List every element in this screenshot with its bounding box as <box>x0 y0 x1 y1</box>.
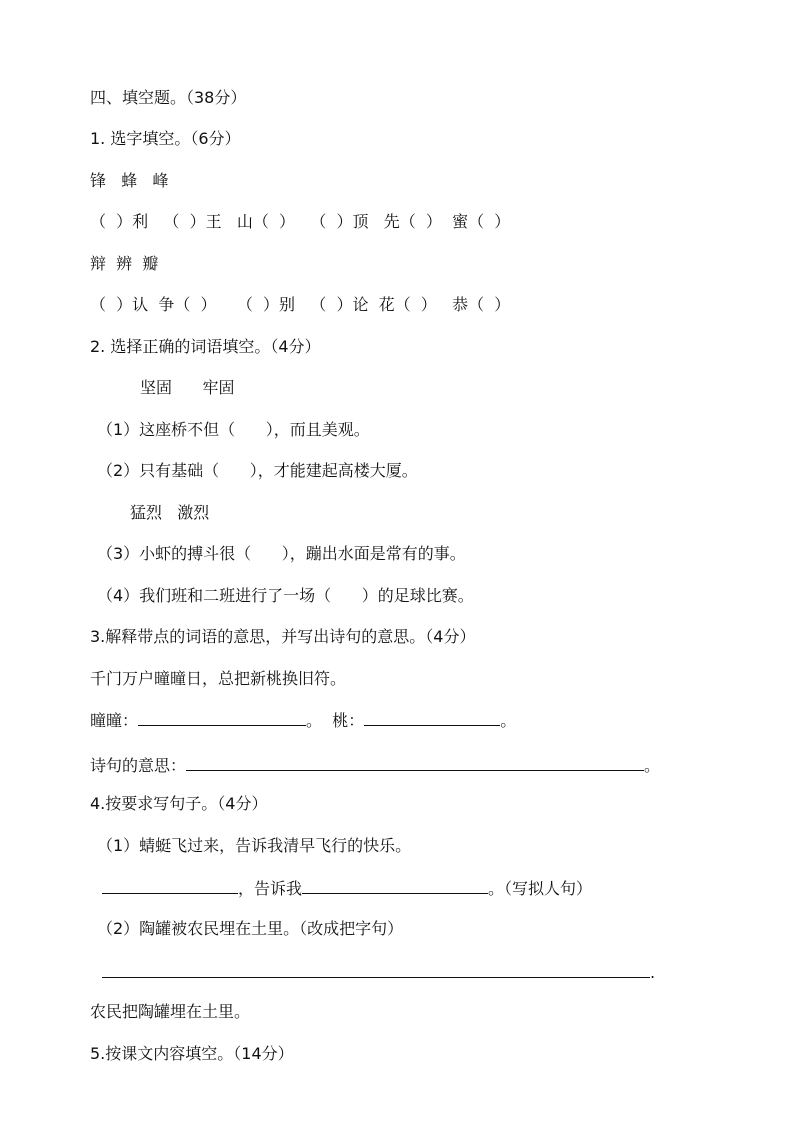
q4-rewrite-line-2 <box>102 961 655 984</box>
q1-group2-blanks: （ ）认 争（ ） （ ）别 （ ）论 花（ ） 恭（ ） <box>90 295 511 314</box>
q2-sentence-1: （1）这座桥不但（ ），而且美观。 <box>97 420 370 439</box>
q1-group1-blanks: （ ）利 （ ）王 山（ ） （ ）顶 先（ ） 蜜（ ） <box>90 212 511 231</box>
q3-period-2: 。 <box>500 711 517 730</box>
q2-sentence-4: （4）我们班和二班进行了一场（ ）的足球比赛。 <box>97 586 474 605</box>
q4-mid-text: ，告诉我 <box>238 879 303 898</box>
q2-word-choice-1: 坚固 牢固 <box>140 378 235 397</box>
q2-word-choice-2: 猛烈 激烈 <box>130 503 210 522</box>
q4-sentence-1: （1）蜻蜓飞过来，告诉我清早飞行的快乐。 <box>97 836 412 855</box>
q1-group1-chars: 锋 蜂 峰 <box>90 171 169 190</box>
q4-rewrite-line-1 <box>102 877 592 900</box>
q4-blank-1b[interactable] <box>302 877 488 894</box>
q2-sentence-3: （3）小虾的搏斗很（ ），蹦出水面是常有的事。 <box>97 544 466 563</box>
q2-sentence-2: （2）只有基础（ ），才能建起高楼大厦。 <box>97 461 418 480</box>
q3-label-tao: 桃： <box>332 711 365 730</box>
q4-answer-text: 农民把陶罐埋在土里。 <box>90 1002 251 1021</box>
q4-end-dot: . <box>650 963 656 982</box>
q3-period-3: 。 <box>644 756 661 775</box>
section-title: 四、填空题。（38分） <box>90 88 247 107</box>
q3-blank-tao[interactable] <box>364 709 500 726</box>
q1-group2-chars: 辩 辨 瓣 <box>90 254 159 273</box>
q3-poem: 千门万户曈曈日，总把新桃换旧符。 <box>90 669 347 688</box>
q4-sentence-2: （2）陶罐被农民埋在土里。（改成把字句） <box>97 919 404 938</box>
q4-blank-1a[interactable] <box>102 877 238 894</box>
q3-label-meaning: 诗句的意思： <box>90 756 187 775</box>
q3-label-tongtong: 曈曈： <box>90 711 139 730</box>
q3-meaning-line <box>90 754 660 777</box>
q3-blank-meaning[interactable] <box>186 754 644 771</box>
q3-title: 3.解释带点的词语的意思，并写出诗句的意思。（4分） <box>90 627 476 646</box>
q5-title: 5.按课文内容填空。（14分） <box>90 1044 294 1063</box>
q1-title: 1. 选字填空。（6分） <box>90 129 241 148</box>
q3-blank-tongtong[interactable] <box>138 709 306 726</box>
q4-end-text: 。（写拟人句） <box>488 879 593 898</box>
q3-period-1: 。 <box>306 711 323 730</box>
q4-title: 4.按要求写句子。（4分） <box>90 794 268 813</box>
q4-blank-2[interactable] <box>102 961 650 978</box>
q3-word-line <box>90 709 516 732</box>
q2-title: 2. 选择正确的词语填空。（4分） <box>90 337 321 356</box>
